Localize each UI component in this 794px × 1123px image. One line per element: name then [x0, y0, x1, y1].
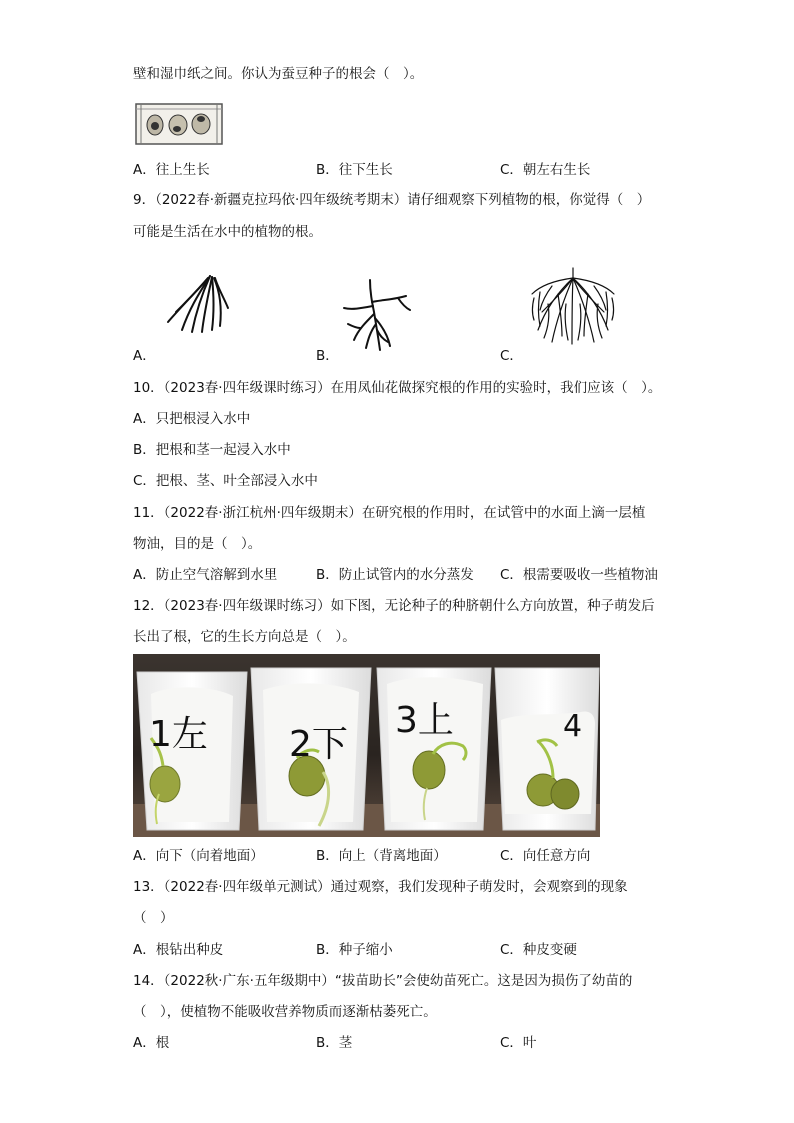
q13-stem-line-1: 13．（2022春·四年级单元测试）通过观察，我们发现种子萌发时，会观察到的现象	[133, 879, 628, 895]
q12-option-a[interactable]: A．向下（向着地面）	[133, 848, 264, 864]
q10-option-a[interactable]: A．只把根浸入水中	[133, 411, 251, 427]
q10-option-c[interactable]: C．把根、茎、叶全部浸入水中	[133, 473, 318, 489]
q9-option-b[interactable]: B．	[316, 348, 339, 364]
cup-1-label: 1左	[149, 714, 208, 755]
q12-option-c[interactable]: C．向任意方向	[500, 848, 591, 864]
q14-option-c[interactable]: C．叶	[500, 1035, 537, 1051]
q8-option-a[interactable]: A．往上生长	[133, 162, 210, 178]
q9-option-a[interactable]: A．	[133, 348, 156, 364]
germinating-beans-photo	[133, 654, 600, 837]
q11-stem-line-1: 11．（2022春·浙江杭州·四年级期末）在研究根的作用时，在试管中的水面上滴一层植	[133, 505, 646, 521]
q14-option-a[interactable]: A．根	[133, 1035, 170, 1051]
q11-stem-line-2: 物油，目的是（ ）。	[133, 536, 262, 552]
q14-stem-line-1: 14．（2022秋·广东·五年级期中）“拔苗助长”会使幼苗死亡。这是因为损伤了幼苗的	[133, 973, 633, 989]
q12-stem-line-1: 12．（2023春·四年级课时练习）如下图，无论种子的种脐朝什么方向放置，种子萌发后	[133, 598, 655, 614]
q10-stem-line: 10．（2023春·四年级课时练习）在用凤仙花做探究根的作用的实验时，我们应该（ ）。	[133, 380, 662, 396]
q13-option-a[interactable]: A．根钻出种皮	[133, 942, 224, 958]
root-image-a	[160, 272, 230, 334]
q14-option-b[interactable]: B．茎	[316, 1035, 353, 1051]
q12-option-b[interactable]: B．向上（背离地面）	[316, 848, 447, 864]
q13-option-c[interactable]: C．种皮变硬	[500, 942, 577, 958]
q9-stem-line-2: 可能是生活在水中的植物的根。	[133, 224, 322, 240]
root-image-b	[340, 278, 415, 354]
q13-option-b[interactable]: B．种子缩小	[316, 942, 393, 958]
q8-stem-line: 壁和湿巾纸之间。你认为蚕豆种子的根会（ ）。	[133, 66, 424, 82]
q8-option-c[interactable]: C．朝左右生长	[500, 162, 591, 178]
q12-stem-line-2: 长出了根，它的生长方向总是（ ）。	[133, 629, 356, 645]
q10-option-b[interactable]: B．把根和茎一起浸入水中	[133, 442, 291, 458]
cup-4-label: 4	[563, 709, 583, 744]
root-image-c	[528, 264, 618, 346]
q11-option-a[interactable]: A．防止空气溶解到水里	[133, 567, 278, 583]
q9-option-c[interactable]: C．	[500, 348, 523, 364]
cup-3-label: 3上	[395, 700, 454, 741]
q14-stem-line-2: （ ），使植物不能吸收营养物质而逐渐枯萎死亡。	[133, 1004, 437, 1020]
q11-option-b[interactable]: B．防止试管内的水分蒸发	[316, 567, 474, 583]
q11-option-c[interactable]: C．根需要吸收一些植物油	[500, 567, 658, 583]
q8-option-b[interactable]: B．往下生长	[316, 162, 393, 178]
seeds-in-cup-image	[135, 103, 223, 145]
q9-stem-line-1: 9．（2022春·新疆克拉玛依·四年级统考期末）请仔细观察下列植物的根，你觉得（ ）	[133, 192, 651, 208]
q13-stem-line-2: （ ）	[133, 910, 174, 926]
cup-2-label: 2下	[289, 724, 348, 765]
